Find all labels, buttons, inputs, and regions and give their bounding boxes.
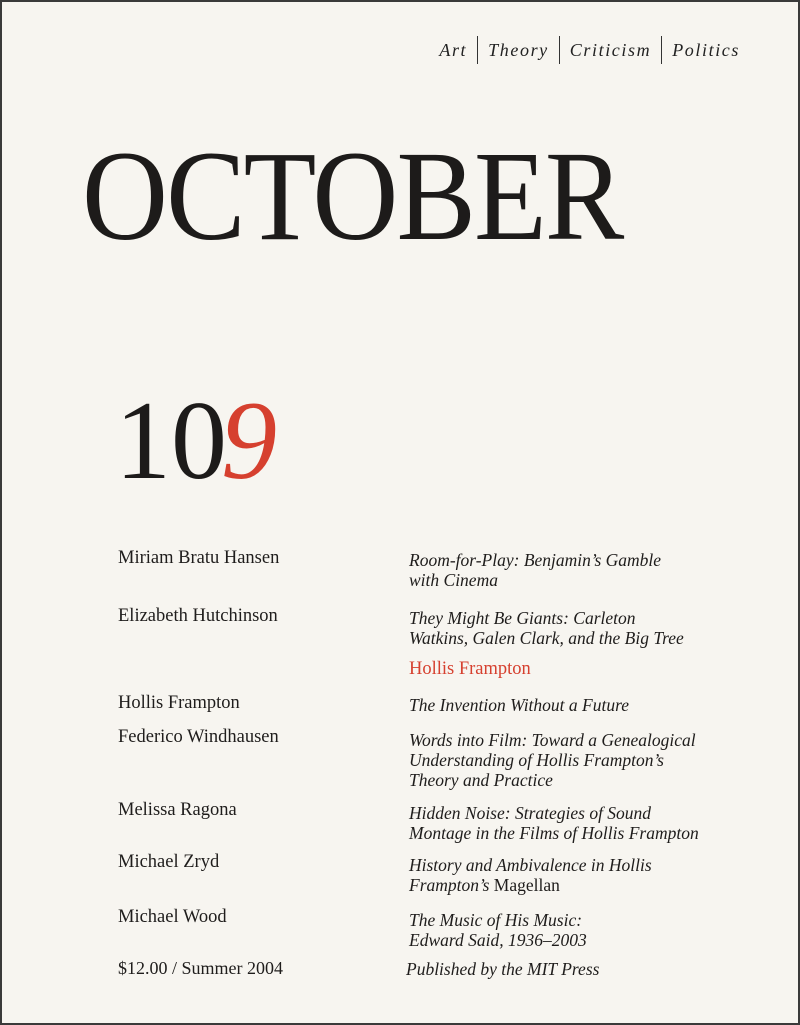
toc-title-line: Words into Film: Toward a Genealogical — [409, 730, 696, 750]
topic-theory: Theory — [488, 39, 549, 60]
toc-author: Federico Windhausen — [118, 727, 279, 747]
toc-title — [409, 695, 749, 715]
toc-title-line: Theory and Practice — [409, 770, 553, 790]
toc-author: Michael Wood — [118, 907, 227, 927]
toc-title-line: Hidden Noise: Strategies of Sound — [409, 803, 652, 823]
issue-number-main: 10 — [115, 379, 227, 503]
toc-author: Hollis Frampton — [118, 693, 240, 713]
toc-title — [409, 550, 749, 590]
toc-title — [409, 910, 749, 950]
table-of-contents — [2, 2, 798, 1023]
publisher-line: Published by the MIT Press — [406, 959, 600, 979]
section-heading: Hollis Frampton — [409, 659, 531, 679]
toc-title-line: The Music of His Music: — [409, 910, 583, 930]
price-and-season: $12.00 / Summer 2004 — [118, 958, 283, 978]
toc-title-line: They Might Be Giants: Carleton — [409, 608, 636, 628]
toc-title-line — [409, 875, 749, 895]
toc-title-line: Watkins, Galen Clark, and the Big Tree — [409, 628, 684, 648]
topic-criticism: Criticism — [569, 39, 652, 60]
toc-title-line: The Invention Without a Future — [409, 695, 630, 715]
toc-title — [409, 855, 749, 895]
issue-number-accent: 9 — [221, 379, 277, 503]
toc-author: Melissa Ragona — [118, 800, 237, 820]
toc-title-italic: Frampton’s — [409, 875, 490, 895]
toc-title-line: Understanding of Hollis Frampton’s — [409, 750, 664, 770]
toc-author: Elizabeth Hutchinson — [118, 606, 278, 626]
toc-title — [409, 730, 749, 790]
toc-author: Michael Zryd — [118, 852, 220, 872]
toc-title-line: Room-for-Play: Benjamin’s Gamble — [409, 550, 662, 570]
toc-author: Miriam Bratu Hansen — [118, 548, 280, 568]
toc-title — [409, 608, 749, 648]
topic-art: Art — [439, 39, 468, 60]
masthead-title: OCTOBER — [82, 125, 623, 267]
toc-title-line: with Cinema — [409, 570, 498, 590]
toc-title-roman: Magellan — [493, 875, 560, 895]
topic-politics: Politics — [672, 39, 740, 60]
toc-title-line: Montage in the Films of Hollis Frampton — [409, 823, 699, 843]
toc-title — [409, 803, 749, 843]
toc-title-line: Edward Said, 1936–2003 — [409, 930, 587, 950]
toc-title-line: History and Ambivalence in Hollis — [409, 855, 652, 875]
